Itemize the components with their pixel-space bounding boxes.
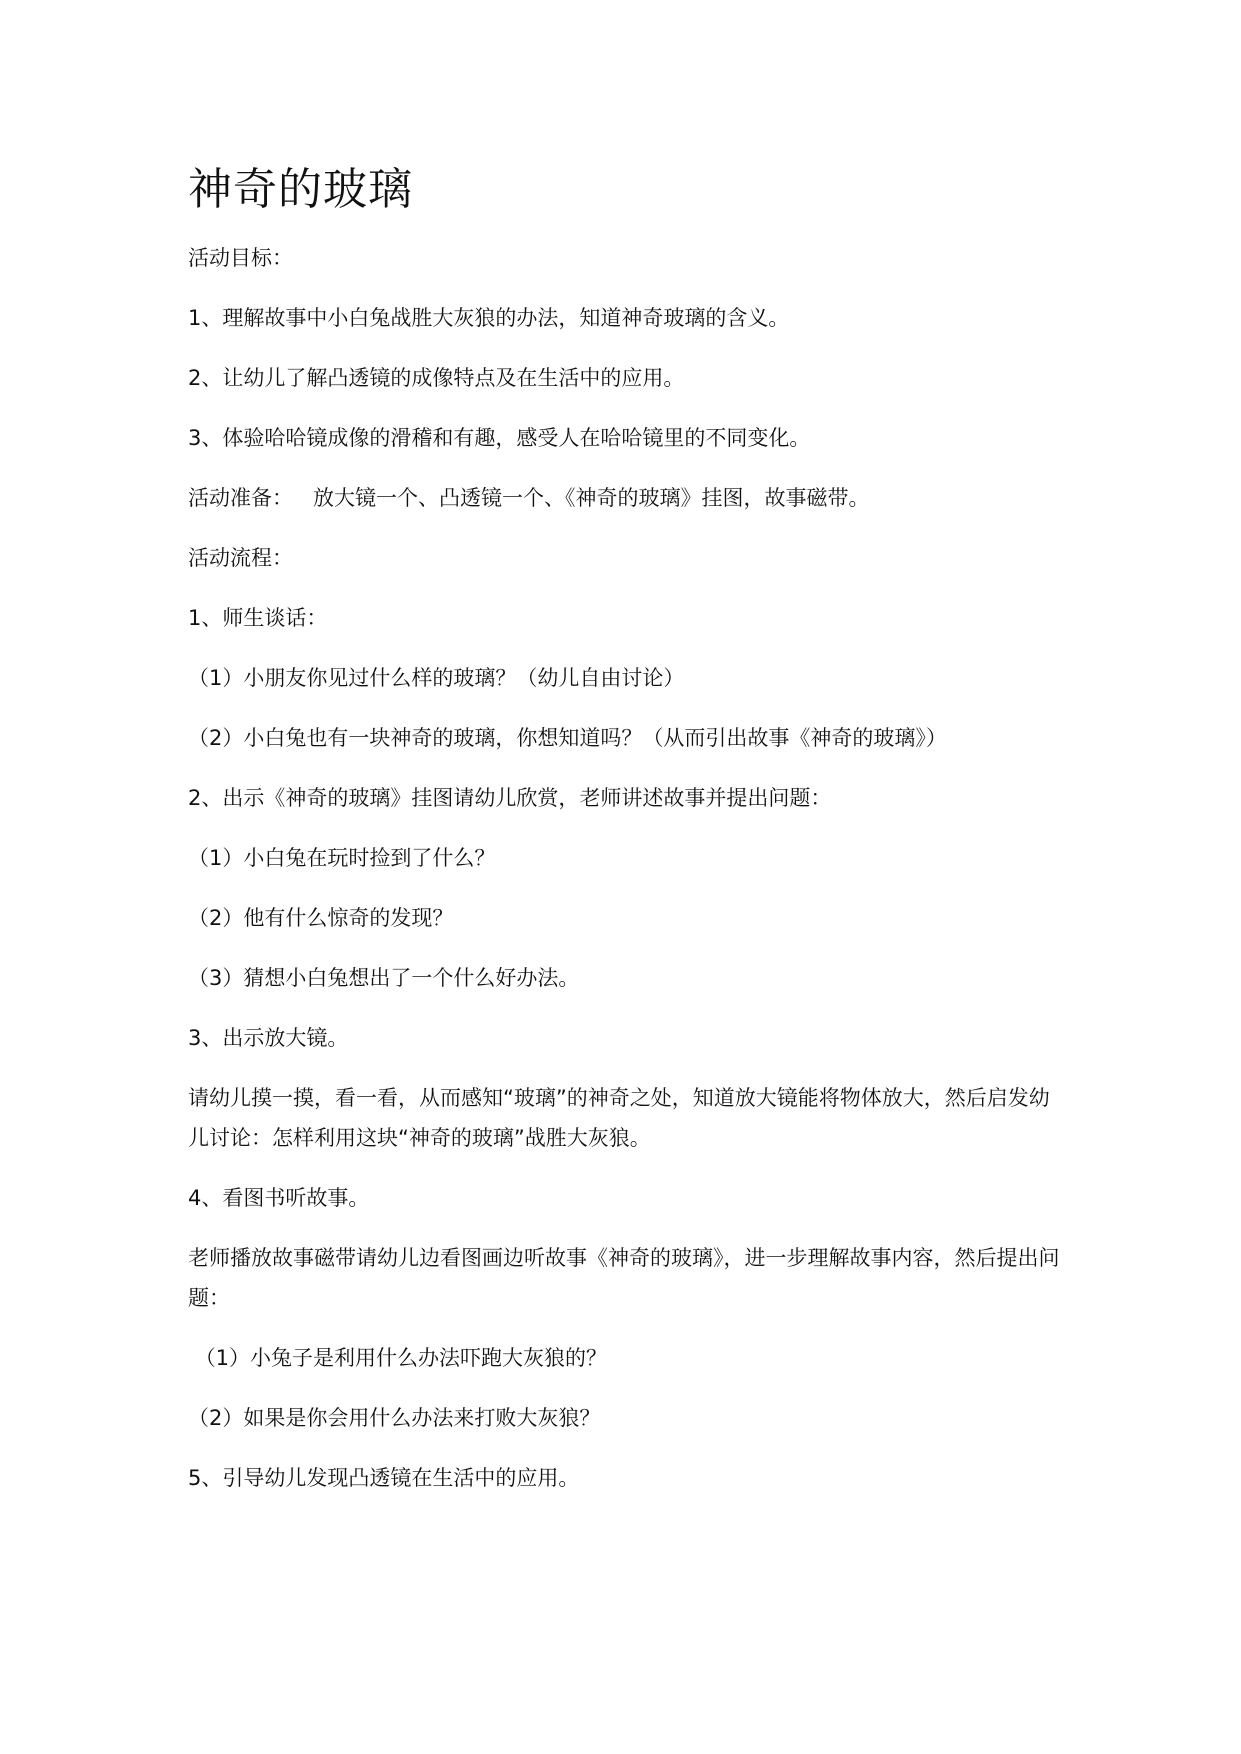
step-2-question-1: （1）小白兔在玩时捡到了什么？ bbox=[188, 846, 496, 870]
goal-item-3: 3、体验哈哈镜成像的滑稽和有趣，感受人在哈哈镜里的不同变化。 bbox=[188, 426, 811, 450]
step-4-detail: 老师播放故事磁带请幼儿边看图画边听故事《神奇的玻璃》，进一步理解故事内容，然后提出问题： bbox=[188, 1246, 1060, 1310]
step-1: 1、师生谈话： bbox=[188, 606, 328, 630]
section-heading-process: 活动流程： bbox=[188, 546, 293, 570]
step-4-question-2: （2）如果是你会用什么办法来打败大灰狼？ bbox=[188, 1406, 601, 1430]
preparation-line: 活动准备： 放大镜一个、凸透镜一个、《神奇的玻璃》挂图，故事磁带。 bbox=[188, 486, 870, 510]
step-2-question-3: （3）猜想小白兔想出了一个什么好办法。 bbox=[188, 966, 580, 990]
step-5: 5、引导幼儿发现凸透镜在生活中的应用。 bbox=[188, 1466, 580, 1490]
step-1-question-2: （2）小白兔也有一块神奇的玻璃，你想知道吗？（从而引出故事《神奇的玻璃》） bbox=[188, 726, 947, 750]
section-heading-goals: 活动目标： bbox=[188, 246, 293, 270]
step-4: 4、看图书听故事。 bbox=[188, 1186, 370, 1210]
step-4-question-1: （1）小兔子是利用什么办法吓跑大灰狼的？ bbox=[188, 1346, 608, 1370]
document-page bbox=[188, 160, 1068, 1518]
step-1-question-1: （1）小朋友你见过什么样的玻璃？（幼儿自由讨论） bbox=[188, 666, 685, 690]
step-2: 2、出示《神奇的玻璃》挂图请幼儿欣赏，老师讲述故事并提出问题： bbox=[188, 786, 832, 810]
step-2-question-2: （2）他有什么惊奇的发现？ bbox=[188, 906, 454, 930]
document-title: 神奇的玻璃 bbox=[188, 164, 413, 215]
goal-item-2: 2、让幼儿了解凸透镜的成像特点及在生活中的应用。 bbox=[188, 366, 685, 390]
step-3: 3、出示放大镜。 bbox=[188, 1026, 349, 1050]
goal-item-1: 1、理解故事中小白兔战胜大灰狼的办法，知道神奇玻璃的含义。 bbox=[188, 306, 790, 330]
step-3-detail: 请幼儿摸一摸，看一看，从而感知“玻璃”的神奇之处，知道放大镜能将物体放大，然后启发幼儿讨论：怎样利用这块“神奇的玻璃”战胜大灰狼。 bbox=[188, 1086, 1050, 1150]
